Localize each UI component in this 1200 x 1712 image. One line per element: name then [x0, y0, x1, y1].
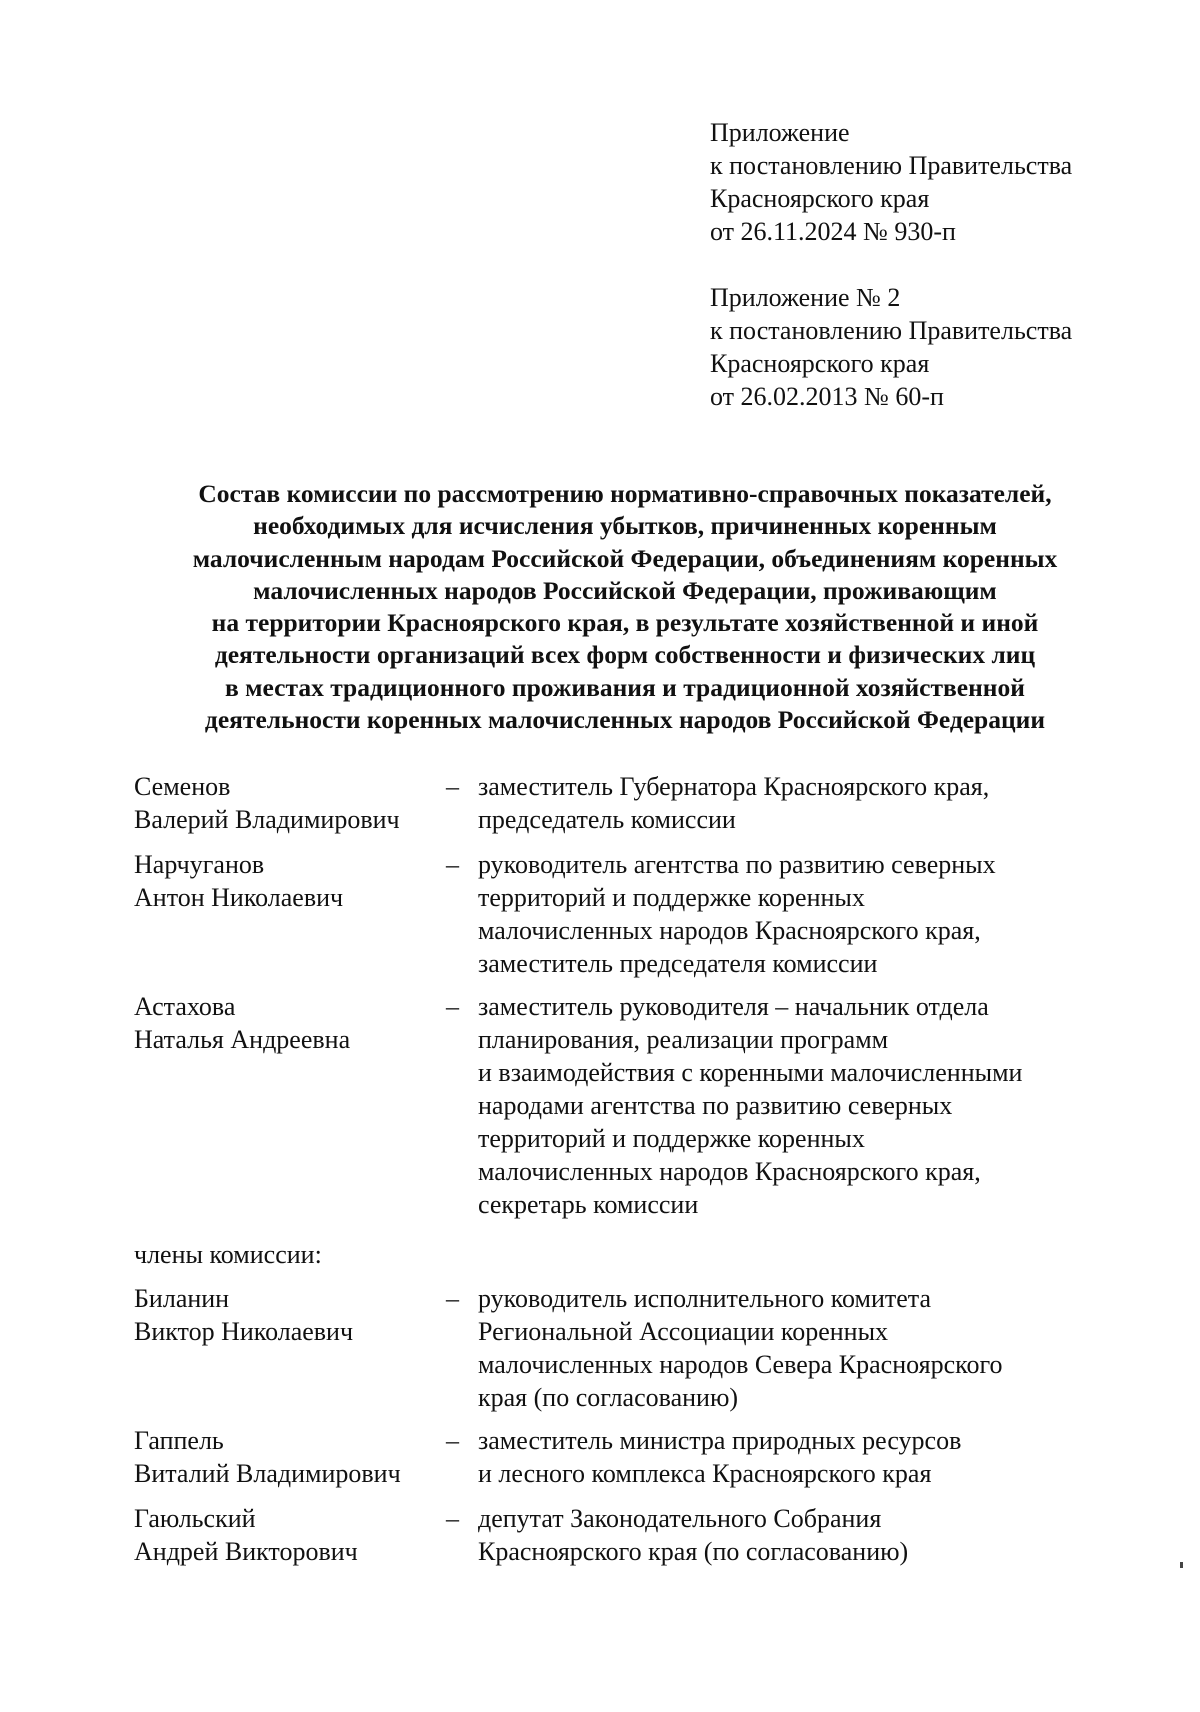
- title-line: в местах традиционного проживания и традиционной хозяйственной: [225, 672, 1025, 702]
- person-role: [478, 848, 1118, 980]
- title-line: деятельности коренных малочисленных народов Российской Федерации: [204, 705, 1046, 735]
- dash-separator: –: [446, 1504, 459, 1533]
- role-line: депутат Законодательного Собрания: [478, 1504, 882, 1533]
- person-name: [134, 1282, 434, 1348]
- appendix-header-original: [710, 281, 1180, 413]
- role-line: Региональной Ассоциации коренных: [478, 1317, 889, 1346]
- appendix-line: Приложение № 2: [710, 283, 901, 312]
- role-line: народами агентства по развитию северных: [478, 1091, 953, 1120]
- person-given-name: Валерий Владимирович: [134, 805, 400, 834]
- person-name: [134, 990, 434, 1056]
- role-line: руководитель исполнительного комитета: [478, 1284, 931, 1313]
- title-line: малочисленных народов Российской Федерации, проживающим: [253, 575, 997, 605]
- title-line: необходимых для исчисления убытков, причиненных коренным: [253, 511, 997, 541]
- members-label: члены комиссии:: [134, 1240, 322, 1269]
- role-line: заместитель руководителя – начальник отдела: [478, 992, 989, 1021]
- appendix-line: от 26.11.2024 № 930-п: [710, 217, 956, 246]
- person-given-name: Наталья Андреевна: [134, 1025, 351, 1054]
- person-role: [478, 770, 1118, 836]
- role-line: и лесного комплекса Красноярского края: [478, 1459, 932, 1488]
- dash-separator: –: [446, 850, 459, 879]
- person-role: [478, 1282, 1118, 1414]
- role-line: малочисленных народов Красноярского края,: [478, 916, 981, 945]
- appendix-line: к постановлению Правительства: [710, 151, 1073, 180]
- person-role: [478, 990, 1118, 1221]
- person-surname: Гаппель: [134, 1426, 224, 1455]
- person-role: [478, 1424, 1118, 1490]
- role-line: территорий и поддержке коренных: [478, 1124, 865, 1153]
- dash-separator: –: [446, 772, 459, 801]
- dash-separator: –: [446, 1284, 459, 1313]
- role-line: малочисленных народов Красноярского края,: [478, 1157, 981, 1186]
- dash-separator: –: [446, 1426, 459, 1455]
- appendix-line: к постановлению Правительства: [710, 316, 1073, 345]
- appendix-line: Красноярского края: [710, 184, 930, 213]
- person-surname: Астахова: [134, 992, 236, 1021]
- dash-separator: –: [446, 992, 459, 1021]
- role-line: планирования, реализации программ: [478, 1025, 889, 1054]
- role-line: руководитель агентства по развитию северных: [478, 850, 996, 879]
- person-surname: Биланин: [134, 1284, 230, 1313]
- person-given-name: Антон Николаевич: [134, 883, 344, 912]
- role-line: заместитель министра природных ресурсов: [478, 1426, 962, 1455]
- title-line: малочисленным народам Российской Федерации, объединениям коренных: [192, 543, 1058, 573]
- role-line: края (по согласованию): [478, 1383, 739, 1412]
- person-role: [478, 1502, 1118, 1568]
- role-line: секретарь комиссии: [478, 1190, 699, 1219]
- role-line: малочисленных народов Севера Красноярского: [478, 1350, 1003, 1379]
- role-line: заместитель председателя комиссии: [478, 949, 878, 978]
- person-given-name: Андрей Викторович: [134, 1537, 358, 1566]
- person-name: [134, 848, 434, 914]
- person-name: [134, 1502, 434, 1568]
- document-title: [100, 478, 1150, 736]
- appendix-line: Приложение: [710, 118, 850, 147]
- scan-artifact: [1180, 1562, 1183, 1568]
- appendix-line: Красноярского края: [710, 349, 930, 378]
- person-name: [134, 770, 434, 836]
- title-line: Состав комиссии по рассмотрению нормативно-справочных показателей,: [198, 479, 1052, 508]
- person-given-name: Виталий Владимирович: [134, 1459, 401, 1488]
- role-line: и взаимодействия с коренными малочисленными: [478, 1058, 1023, 1087]
- role-line: заместитель Губернатора Красноярского края,: [478, 772, 990, 801]
- person-surname: Гаюльский: [134, 1504, 256, 1533]
- title-line: деятельности организаций всех форм собственности и физических лиц: [214, 640, 1036, 670]
- appendix-header-current: [710, 116, 1180, 248]
- appendix-line: от 26.02.2013 № 60-п: [710, 382, 944, 411]
- role-line: территорий и поддержке коренных: [478, 883, 865, 912]
- person-given-name: Виктор Николаевич: [134, 1317, 354, 1346]
- role-line: Красноярского края (по согласованию): [478, 1537, 909, 1566]
- person-surname: Семенов: [134, 772, 231, 801]
- title-line: на территории Красноярского края, в результате хозяйственной и иной: [211, 608, 1039, 638]
- person-name: [134, 1424, 434, 1490]
- person-surname: Нарчуганов: [134, 850, 265, 879]
- role-line: председатель комиссии: [478, 805, 736, 834]
